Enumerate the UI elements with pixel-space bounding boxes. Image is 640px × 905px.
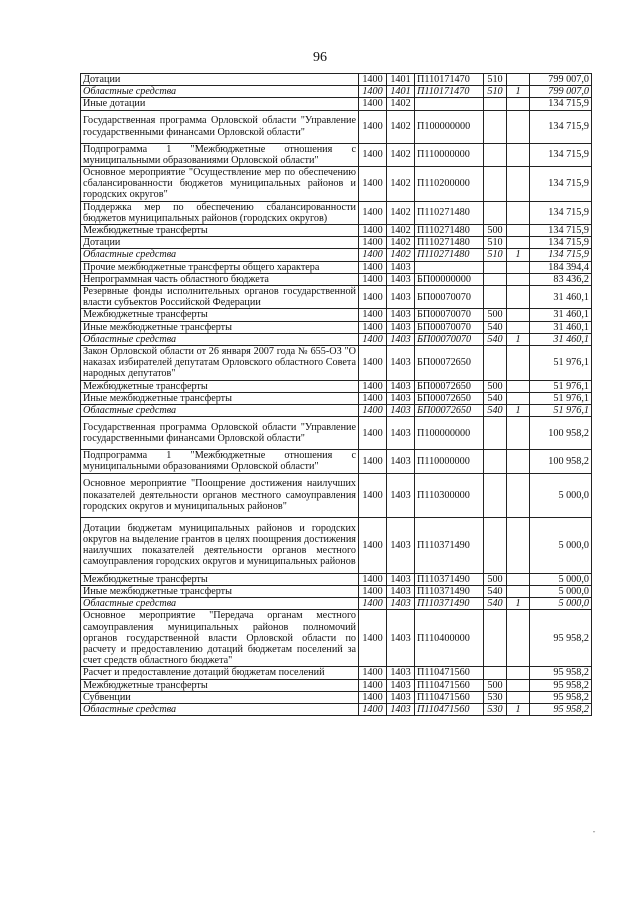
row-section-code: 1400 [359,225,387,237]
table-row [81,473,592,517]
row-target-article: П110471560 [415,679,484,691]
row-target-article: БП00072650 [415,392,484,404]
row-funding-source [507,450,530,473]
row-target-article: П110000000 [415,450,484,473]
row-section-code: 1400 [359,346,387,381]
row-section-code: 1400 [359,703,387,715]
row-expense-type: 540 [484,405,507,417]
row-name: Расчет и предоставление дотаций бюджетам поселений [81,667,359,679]
row-name: Государственная программа Орловской области "Управление государственными финансами Орловской области" [81,417,359,450]
row-subsection-code: 1403 [387,392,415,404]
row-amount: 51 976,1 [530,346,592,381]
row-expense-type [484,610,507,667]
row-expense-type: 500 [484,573,507,585]
row-section-code: 1400 [359,321,387,333]
row-subsection-code: 1401 [387,74,415,86]
row-subsection-code: 1403 [387,261,415,273]
row-target-article: П110371490 [415,573,484,585]
row-section-code: 1400 [359,473,387,517]
row-name: Межбюджетные трансферты [81,679,359,691]
row-expense-type [484,346,507,381]
row-subsection-code: 1402 [387,167,415,202]
row-funding-source [507,517,530,573]
row-amount: 5 000,0 [530,517,592,573]
row-subsection-code: 1403 [387,573,415,585]
row-section-code: 1400 [359,585,387,597]
row-expense-type: 530 [484,691,507,703]
row-amount: 31 460,1 [530,286,592,309]
table-row [81,417,592,450]
row-target-article: БП00072650 [415,346,484,381]
row-target-article: П110371490 [415,598,484,610]
row-subsection-code: 1403 [387,598,415,610]
row-subsection-code: 1403 [387,286,415,309]
row-section-code: 1400 [359,417,387,450]
table-row [81,225,592,237]
table-row [81,110,592,143]
row-amount: 134 715,9 [530,201,592,224]
row-subsection-code: 1403 [387,473,415,517]
row-amount: 134 715,9 [530,225,592,237]
row-amount: 95 958,2 [530,610,592,667]
row-amount: 134 715,9 [530,98,592,110]
row-target-article: П110171470 [415,86,484,98]
row-section-code: 1400 [359,249,387,261]
row-target-article: П110271480 [415,237,484,249]
row-section-code: 1400 [359,309,387,321]
table-row [81,143,592,166]
row-subsection-code: 1402 [387,98,415,110]
row-target-article [415,261,484,273]
row-target-article: П110371490 [415,517,484,573]
row-target-article: БП00000000 [415,273,484,285]
row-section-code: 1400 [359,573,387,585]
row-funding-source: 1 [507,703,530,715]
row-subsection-code: 1401 [387,86,415,98]
row-name: Закон Орловской области от 26 января 2007 года № 655-ОЗ "О наказах избирателей депутатам Орловского областного Совета народных депутатов" [81,346,359,381]
row-name: Подпрограмма 1 "Межбюджетные отношения с муниципальными образованиями Орловской области" [81,450,359,473]
table-row [81,703,592,715]
row-expense-type [484,417,507,450]
row-subsection-code: 1403 [387,679,415,691]
row-expense-type: 540 [484,321,507,333]
row-name: Областные средства [81,249,359,261]
row-target-article: БП00072650 [415,380,484,392]
row-expense-type: 530 [484,703,507,715]
row-expense-type: 500 [484,225,507,237]
row-expense-type: 540 [484,585,507,597]
row-target-article: П110371490 [415,585,484,597]
row-funding-source [507,261,530,273]
row-name: Областные средства [81,333,359,345]
row-expense-type: 500 [484,380,507,392]
budget-table [80,73,592,716]
row-funding-source [507,237,530,249]
row-funding-source [507,167,530,202]
table-row [81,598,592,610]
row-amount: 31 460,1 [530,309,592,321]
row-target-article: П110471560 [415,691,484,703]
row-name: Непрограммная часть областного бюджета [81,273,359,285]
row-funding-source [507,667,530,679]
row-amount: 5 000,0 [530,573,592,585]
row-section-code: 1400 [359,143,387,166]
table-row [81,98,592,110]
row-subsection-code: 1403 [387,667,415,679]
row-amount: 31 460,1 [530,321,592,333]
table-row [81,167,592,202]
row-subsection-code: 1403 [387,380,415,392]
row-name: Государственная программа Орловской области "Управление государственными финансами Орловской области" [81,110,359,143]
row-target-article: П110271480 [415,249,484,261]
row-expense-type: 510 [484,237,507,249]
row-expense-type [484,201,507,224]
row-subsection-code: 1402 [387,201,415,224]
row-funding-source [507,392,530,404]
row-amount: 95 958,2 [530,691,592,703]
row-amount: 5 000,0 [530,473,592,517]
row-section-code: 1400 [359,286,387,309]
row-amount: 51 976,1 [530,380,592,392]
row-funding-source [507,691,530,703]
row-expense-type: 500 [484,679,507,691]
row-target-article: БП00072650 [415,405,484,417]
row-name: Областные средства [81,86,359,98]
row-funding-source [507,321,530,333]
row-funding-source [507,346,530,381]
row-amount: 51 976,1 [530,405,592,417]
table-row [81,450,592,473]
row-name: Основное мероприятие "Поощрение достижения наилучших показателей деятельности органов местного самоуправления городских округов и муниципальных районов" [81,473,359,517]
row-funding-source [507,417,530,450]
row-target-article: П110000000 [415,143,484,166]
row-name: Межбюджетные трансферты [81,309,359,321]
row-section-code: 1400 [359,380,387,392]
row-funding-source [507,309,530,321]
row-subsection-code: 1403 [387,346,415,381]
row-subsection-code: 1403 [387,273,415,285]
row-section-code: 1400 [359,201,387,224]
row-name: Межбюджетные трансферты [81,380,359,392]
row-funding-source [507,380,530,392]
row-expense-type [484,517,507,573]
row-amount: 5 000,0 [530,598,592,610]
row-funding-source: 1 [507,86,530,98]
row-section-code: 1400 [359,167,387,202]
row-amount: 134 715,9 [530,167,592,202]
row-name: Прочие межбюджетные трансферты общего характера [81,261,359,273]
row-target-article: БП00070070 [415,286,484,309]
row-amount: 95 958,2 [530,667,592,679]
row-funding-source [507,74,530,86]
row-target-article: П100000000 [415,417,484,450]
row-funding-source [507,143,530,166]
row-funding-source [507,286,530,309]
row-expense-type [484,286,507,309]
row-subsection-code: 1403 [387,610,415,667]
row-amount: 799 007,0 [530,86,592,98]
row-name: Основное мероприятие "Осуществление мер по обеспечению сбалансированности бюджетов муниципальных районов и городских округов" [81,167,359,202]
row-name: Подпрограмма 1 "Межбюджетные отношения с муниципальными образованиями Орловской области" [81,143,359,166]
row-subsection-code: 1403 [387,309,415,321]
table-row [81,667,592,679]
table-row [81,201,592,224]
table-row [81,585,592,597]
row-expense-type [484,450,507,473]
row-subsection-code: 1403 [387,703,415,715]
row-funding-source [507,573,530,585]
table-row [81,346,592,381]
row-expense-type [484,273,507,285]
row-section-code: 1400 [359,333,387,345]
row-expense-type: 510 [484,74,507,86]
row-expense-type [484,261,507,273]
row-funding-source [507,98,530,110]
row-funding-source: 1 [507,405,530,417]
row-name: Дотации бюджетам муниципальных районов и городских округов на выделение грантов в целях поощрения достижения наилучших показателей деятельности органов местного самоуправления городских округов и муниципальных районов [81,517,359,573]
table-row [81,679,592,691]
row-name: Поддержка мер по обеспечению сбалансированности бюджетов муниципальных районов (городских округов) [81,201,359,224]
row-subsection-code: 1403 [387,333,415,345]
row-target-article: П110200000 [415,167,484,202]
row-amount: 100 958,2 [530,450,592,473]
table-row [81,405,592,417]
row-subsection-code: 1402 [387,225,415,237]
row-funding-source [507,201,530,224]
row-target-article: БП00070070 [415,333,484,345]
row-section-code: 1400 [359,691,387,703]
row-funding-source [507,610,530,667]
row-amount: 5 000,0 [530,585,592,597]
row-subsection-code: 1403 [387,417,415,450]
row-target-article: БП00070070 [415,309,484,321]
row-name: Иные дотации [81,98,359,110]
row-subsection-code: 1403 [387,450,415,473]
row-section-code: 1400 [359,450,387,473]
row-target-article: П110271480 [415,225,484,237]
row-section-code: 1400 [359,261,387,273]
row-name: Областные средства [81,405,359,417]
row-target-article: П110171470 [415,74,484,86]
row-expense-type: 540 [484,333,507,345]
row-amount: 31 460,1 [530,333,592,345]
row-expense-type [484,98,507,110]
row-target-article: П100000000 [415,110,484,143]
row-section-code: 1400 [359,405,387,417]
row-amount: 134 715,9 [530,110,592,143]
row-name: Областные средства [81,703,359,715]
row-amount: 83 436,2 [530,273,592,285]
row-expense-type: 540 [484,598,507,610]
table-row [81,321,592,333]
row-section-code: 1400 [359,273,387,285]
row-subsection-code: 1402 [387,249,415,261]
row-target-article [415,98,484,110]
row-expense-type: 510 [484,249,507,261]
row-target-article: П110271480 [415,201,484,224]
row-subsection-code: 1403 [387,517,415,573]
row-name: Субвенции [81,691,359,703]
row-subsection-code: 1403 [387,321,415,333]
row-target-article: П110400000 [415,610,484,667]
table-row [81,517,592,573]
page-number: 96 [313,50,327,65]
row-expense-type [484,110,507,143]
table-row [81,86,592,98]
row-amount: 799 007,0 [530,74,592,86]
row-subsection-code: 1402 [387,143,415,166]
table-row [81,610,592,667]
row-amount: 95 958,2 [530,703,592,715]
row-section-code: 1400 [359,98,387,110]
row-section-code: 1400 [359,598,387,610]
table-row [81,249,592,261]
table-row [81,273,592,285]
row-subsection-code: 1403 [387,585,415,597]
row-target-article: П110471560 [415,703,484,715]
row-amount: 134 715,9 [530,249,592,261]
row-name: Иные межбюджетные трансферты [81,321,359,333]
row-name: Резервные фонды исполнительных органов государственной власти субъектов Российской Федерации [81,286,359,309]
row-funding-source: 1 [507,598,530,610]
row-name: Дотации [81,74,359,86]
row-section-code: 1400 [359,610,387,667]
row-amount: 184 394,4 [530,261,592,273]
row-section-code: 1400 [359,74,387,86]
row-section-code: 1400 [359,667,387,679]
row-funding-source: 1 [507,249,530,261]
row-subsection-code: 1403 [387,405,415,417]
row-expense-type [484,167,507,202]
row-expense-type [484,473,507,517]
row-target-article: БП00070070 [415,321,484,333]
row-target-article: П110300000 [415,473,484,517]
row-funding-source [507,473,530,517]
row-subsection-code: 1402 [387,237,415,249]
table-row [81,380,592,392]
row-expense-type [484,667,507,679]
table-row [81,286,592,309]
table-row [81,333,592,345]
table-row [81,691,592,703]
row-expense-type: 500 [484,309,507,321]
row-target-article: П110471560 [415,667,484,679]
row-amount: 95 958,2 [530,679,592,691]
row-name: Иные межбюджетные трансферты [81,392,359,404]
row-subsection-code: 1402 [387,110,415,143]
row-funding-source [507,585,530,597]
row-name: Областные средства [81,598,359,610]
row-amount: 100 958,2 [530,417,592,450]
row-amount: 134 715,9 [530,237,592,249]
table-row [81,309,592,321]
row-funding-source [507,679,530,691]
row-name: Межбюджетные трансферты [81,573,359,585]
row-name: Межбюджетные трансферты [81,225,359,237]
table-row [81,392,592,404]
table-row [81,237,592,249]
row-section-code: 1400 [359,237,387,249]
row-section-code: 1400 [359,517,387,573]
corner-mark: " [593,831,596,837]
row-funding-source [507,273,530,285]
row-section-code: 1400 [359,392,387,404]
table-row [81,261,592,273]
budget-table-body [81,74,592,716]
row-amount: 51 976,1 [530,392,592,404]
row-funding-source: 1 [507,333,530,345]
row-subsection-code: 1403 [387,691,415,703]
row-expense-type: 540 [484,392,507,404]
row-name: Основное мероприятие "Передача органам местного самоуправления муниципальных районов полномочий органов государственной власти Орловской области по расчету и предоставлению дотаций бюджетам поселений за счет средств областного бюджета" [81,610,359,667]
row-section-code: 1400 [359,110,387,143]
row-amount: 134 715,9 [530,143,592,166]
row-expense-type: 510 [484,86,507,98]
table-row [81,573,592,585]
row-section-code: 1400 [359,86,387,98]
table-row [81,74,592,86]
row-name: Дотации [81,237,359,249]
row-name: Иные межбюджетные трансферты [81,585,359,597]
row-funding-source [507,110,530,143]
row-funding-source [507,225,530,237]
row-expense-type [484,143,507,166]
row-section-code: 1400 [359,679,387,691]
